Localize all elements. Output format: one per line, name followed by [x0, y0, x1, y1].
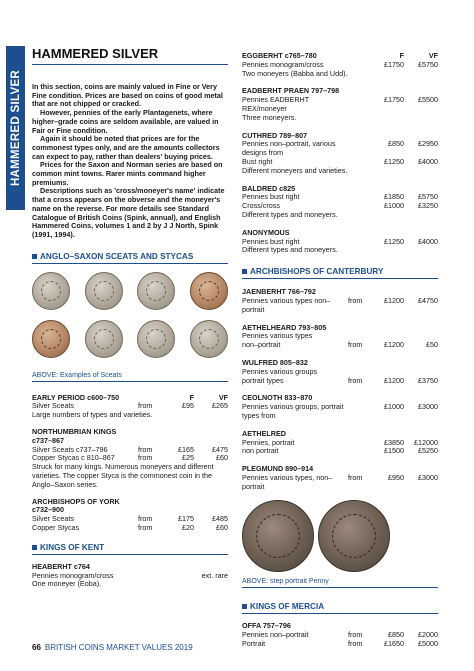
- from-label: from: [138, 401, 153, 411]
- coin-images-row-1: [32, 272, 228, 310]
- intro-text: [32, 83, 228, 240]
- coin-entry: [32, 563, 228, 589]
- coin-entry: [242, 465, 438, 491]
- entry-spacer: [348, 394, 374, 403]
- coin-description: Copper Stycas: [32, 523, 80, 533]
- price-vf: £5750: [418, 59, 438, 69]
- coin-entry: [32, 498, 228, 533]
- sceat-coin-image: [85, 272, 123, 310]
- coin-description: Pennies bust right: [242, 192, 300, 202]
- section-title: KINGS OF MERCIA: [250, 602, 325, 612]
- entry-heading: [32, 428, 228, 446]
- coin-description: Pennies various groups, portrait types from: [242, 402, 344, 420]
- entry-title: NORTHUMBRIAN KINGS c737–867: [32, 427, 117, 445]
- entry-spacer: [348, 52, 374, 61]
- entry-title: EGGBERHT c765–780: [242, 51, 317, 60]
- entry-note: Different types and moneyers.: [242, 245, 338, 255]
- price-vf: £3750: [418, 375, 438, 385]
- coin-description: Pennies various groups: [242, 366, 318, 376]
- entry-title: EADBERHT PRAEN 797–798: [242, 86, 340, 96]
- price-row: [242, 297, 438, 315]
- penny-reverse-image: [318, 500, 390, 572]
- grade-header-vf: [404, 359, 438, 368]
- coin-description: Pennies various types non–portrait: [242, 295, 331, 314]
- price-row: [242, 474, 438, 492]
- styca-coin-image: [32, 320, 70, 358]
- price-vf: £5000: [418, 639, 438, 649]
- entry-heading: [32, 498, 228, 516]
- entry-note: Different moneyers and varieties.: [242, 165, 348, 175]
- coin-description: Silver Sceats c737–796: [32, 444, 108, 454]
- sceat-coin-image: [85, 320, 123, 358]
- price-list-kent: [32, 563, 228, 589]
- entry-spacer: [348, 87, 374, 96]
- coin-entry: [242, 52, 438, 78]
- price-vf: £4000: [418, 236, 438, 246]
- entry-title: ANONYMOUS: [242, 227, 290, 237]
- coin-description: portrait types: [242, 375, 284, 385]
- from-label: from: [348, 340, 363, 350]
- price-list-early: [32, 394, 228, 533]
- price-fine: £165: [178, 444, 194, 454]
- square-bullet-icon: [242, 269, 247, 274]
- price-fine: £1200: [384, 375, 404, 385]
- price-fine: £850: [388, 139, 404, 149]
- coin-description: Bust right: [242, 156, 273, 166]
- coin-description: Pennies various types: [242, 331, 313, 341]
- grade-header-vf: [404, 324, 438, 333]
- price-row: [242, 447, 438, 456]
- price-fine: £1200: [384, 340, 404, 350]
- page-footer: [32, 643, 193, 652]
- grade-header-fine: F: [189, 392, 194, 402]
- price-vf: £4750: [418, 295, 438, 305]
- intro-paragraph: Descriptions such as 'cross/moneyer's name' indicate that a cross appears on the obverse and the moneyer's name on the reverse. For more details see Standard Catalogue of British Coins (Spink, annual), and English Hammered Coins, volumes 1 and 2 by J J North, Spink (1991, 1994).: [32, 186, 225, 239]
- price-fine: £850: [388, 630, 404, 640]
- section-title: ANGLO–SAXON SCEATS AND STYCAS: [40, 251, 194, 261]
- from-label: from: [348, 639, 363, 649]
- price-row: [242, 341, 438, 350]
- styca-coin-image: [190, 272, 228, 310]
- coin-description: Pennies, portrait: [242, 437, 295, 447]
- entry-title: CEOLNOTH 833–870: [242, 393, 313, 403]
- price-vf: £5750: [418, 192, 438, 202]
- grade-header-fine: F: [399, 51, 404, 60]
- price-fine: £3850: [384, 437, 404, 447]
- price-fine: £20: [182, 523, 194, 533]
- coin-description: Silver Sceats: [32, 401, 74, 411]
- price-vf: £60: [216, 523, 228, 533]
- coin-entry: [242, 394, 438, 420]
- price-fine: £1250: [384, 156, 404, 166]
- from-label: [348, 96, 374, 114]
- coin-description: non portrait: [242, 446, 279, 456]
- square-bullet-icon: [242, 604, 247, 609]
- grade-header-vf: [194, 498, 228, 516]
- entry-spacer: [348, 324, 374, 333]
- price-vf: ext. rare: [201, 570, 228, 580]
- entry-title: PLEGMUND 890–914: [242, 464, 314, 474]
- price-fine: £1250: [384, 236, 404, 246]
- section-title: KINGS OF KENT: [40, 542, 105, 552]
- side-tab: [6, 46, 25, 210]
- price-vf: £60: [216, 453, 228, 463]
- from-label: from: [138, 444, 153, 454]
- price-vf: £4000: [418, 156, 438, 166]
- grade-header-fine: [374, 324, 404, 333]
- coin-description: Pennies various types, non–portrait: [242, 472, 333, 491]
- price-row: [242, 377, 438, 386]
- coin-description: Pennies monogram/cross: [32, 570, 114, 580]
- sceat-coin-image: [190, 320, 228, 358]
- coin-description: non–portrait: [242, 340, 281, 350]
- section-heading-canterbury: [242, 267, 438, 279]
- from-label: from: [138, 514, 153, 524]
- entry-spacer: [348, 430, 374, 439]
- coin-entry: [242, 288, 438, 314]
- price-row: [242, 96, 438, 114]
- price-fine: £1000: [384, 201, 404, 211]
- entry-note: Three moneyers.: [242, 112, 297, 122]
- price-fine: £950: [388, 472, 404, 482]
- entry-note: Two moneyers (Babba and Udd).: [242, 68, 348, 78]
- grade-header-vf: VF: [218, 392, 228, 402]
- intro-paragraph: Prices for the Saxon and Norman series are based on common mint towns. Rarer mints command higher premiums.: [32, 160, 223, 187]
- coin-description: Pennies EADBERHT REX/moneyer: [242, 95, 309, 113]
- price-vf: £2000: [418, 630, 438, 640]
- section-heading-sceats: [32, 252, 228, 264]
- from-label: [348, 238, 374, 247]
- price-row: [242, 640, 438, 649]
- entry-title: BALDRED c825: [242, 183, 296, 193]
- coin-entry: [242, 87, 438, 122]
- coin-entry: [242, 132, 438, 176]
- entry-title: ARCHBISHOPS OF YORK c732–900: [32, 496, 120, 515]
- from-label: [348, 439, 374, 448]
- intro-paragraph: Again it should be noted that prices are for the commonest types only, and are the amounts collectors can expect to pay, rather than dealers' buying prices.: [32, 134, 220, 161]
- entry-note: One moneyer (Eoba).: [32, 579, 102, 589]
- price-row: [242, 140, 438, 158]
- entry-title: EARLY PERIOD c600–750: [32, 392, 120, 402]
- entry-note: Different types and moneyers.: [242, 209, 338, 219]
- from-label: from: [138, 453, 153, 463]
- coin-description: Pennies non–portrait, various designs from: [242, 139, 336, 158]
- price-fine: £25: [182, 453, 194, 463]
- price-fine: £1850: [384, 192, 404, 202]
- grade-header-fine: [164, 498, 194, 516]
- price-vf: £2950: [418, 139, 438, 149]
- price-fine: £1500: [384, 446, 404, 456]
- from-label: [348, 202, 374, 211]
- caption-sceats: ABOVE: Examples of Sceats: [32, 372, 228, 382]
- coin-entry: [242, 359, 438, 385]
- price-fine: £1750: [384, 59, 404, 69]
- grade-header-fine: [374, 359, 404, 368]
- entry-spacer: [138, 498, 164, 516]
- price-vf: £3000: [418, 402, 438, 412]
- from-label: from: [138, 523, 153, 533]
- entry-title: AETHELRED: [242, 428, 286, 438]
- sceat-coin-image: [32, 272, 70, 310]
- price-fine: £175: [178, 514, 194, 524]
- from-label: [348, 193, 374, 202]
- from-label: from: [348, 295, 363, 305]
- page-title: HAMMERED SILVER: [32, 46, 228, 65]
- intro-paragraph: In this section, coins are mainly valued in Fine or Very Fine condition. Prices are based on coins of good metal that are not chipped or cracked.: [32, 82, 223, 109]
- entry-spacer: [348, 359, 374, 368]
- grade-header-fine: [164, 563, 194, 572]
- entry-title: CUTHRED 789–807: [242, 130, 308, 140]
- price-vf: £3250: [418, 201, 438, 211]
- coin-entry: [242, 622, 438, 648]
- from-label: [348, 403, 374, 421]
- coin-description: Pennies bust right: [242, 236, 300, 246]
- coin-entry: [32, 428, 228, 490]
- coin-entry: [242, 430, 438, 456]
- price-vf: £265: [212, 401, 228, 411]
- sceat-coin-image: [137, 320, 175, 358]
- grade-header-vf: [194, 428, 228, 446]
- caption-penny: ABOVE: step portrait Penny: [242, 578, 438, 588]
- from-label: from: [348, 472, 363, 482]
- coin-description: Pennies non–portrait: [242, 630, 309, 640]
- price-row: [242, 403, 438, 421]
- price-row: [242, 631, 438, 640]
- square-bullet-icon: [32, 545, 37, 550]
- side-tab-label: HAMMERED SILVER: [9, 69, 22, 187]
- entry-title: AETHELHEARD 793–805: [242, 322, 327, 332]
- coin-description: Portrait: [242, 639, 266, 649]
- coin-entry: [242, 229, 438, 255]
- entry-spacer: [348, 132, 374, 141]
- price-vf: £485: [212, 514, 228, 524]
- price-vf: £475: [212, 444, 228, 454]
- entry-note: Struck for many kings. Numerous moneyers and different varieties. The copper Styca is the commonest coin in the Anglo–Saxon series.: [32, 462, 214, 489]
- entry-title: JAENBERHT 766–792: [242, 287, 316, 297]
- from-label: [348, 61, 374, 70]
- coin-images-row-2: [32, 320, 228, 358]
- price-fine: £95: [182, 401, 194, 411]
- section-title: ARCHBISHOPS OF CANTERBURY: [250, 267, 384, 277]
- price-vf: £12000: [414, 437, 438, 447]
- entry-title: OFFA 757–796: [242, 621, 291, 631]
- entry-spacer: [348, 185, 374, 194]
- section-heading-mercia: [242, 602, 438, 614]
- coin-description: Cross/cross: [242, 201, 280, 211]
- page-number: 66: [32, 643, 41, 652]
- entry-spacer: [138, 563, 164, 572]
- right-column: [242, 52, 438, 658]
- price-fine: £1000: [384, 402, 404, 412]
- entry-note: Large numbers of types and varieties.: [32, 410, 153, 420]
- coin-description: Silver Sceats: [32, 514, 74, 524]
- price-vf: £5500: [418, 95, 438, 105]
- price-list-kent-cont: [242, 52, 438, 255]
- price-vf: £5250: [418, 446, 438, 456]
- entry-title: HEABERHT c764: [32, 561, 90, 571]
- price-row: [32, 524, 228, 533]
- coin-description: Copper Stycas c 810–867: [32, 453, 115, 463]
- coin-description: Pennies monogram/cross: [242, 59, 324, 69]
- coin-entry: [242, 185, 438, 220]
- price-fine: £1650: [384, 639, 404, 649]
- section-heading-kent: [32, 543, 228, 555]
- from-label: [348, 158, 374, 167]
- from-label: from: [348, 630, 363, 640]
- grade-header-fine: [164, 428, 194, 446]
- penny-images: [242, 500, 438, 572]
- price-fine: [164, 572, 194, 581]
- coin-entry: [242, 324, 438, 350]
- square-bullet-icon: [32, 254, 37, 259]
- from-label: from: [348, 375, 363, 385]
- price-fine: £1200: [384, 295, 404, 305]
- price-vf: £50: [426, 340, 438, 350]
- grade-header-vf: VF: [428, 51, 438, 60]
- entry-spacer: [138, 428, 164, 446]
- sceat-coin-image: [137, 272, 175, 310]
- footer-title: BRITISH COINS MARKET VALUES 2019: [44, 643, 193, 652]
- price-list-mercia: [242, 622, 438, 648]
- price-fine: £1750: [384, 95, 404, 105]
- left-column: [32, 46, 228, 597]
- price-list-canterbury: [242, 288, 438, 491]
- penny-obverse-image: [242, 500, 314, 572]
- coin-entry: [32, 394, 228, 420]
- entry-title: WULFRED 805–832: [242, 357, 308, 367]
- from-label: [348, 447, 374, 456]
- entry-spacer: [348, 229, 374, 238]
- from-label: [138, 572, 164, 581]
- price-vf: £3000: [418, 472, 438, 482]
- from-label: [348, 140, 374, 158]
- intro-paragraph: However, pennies of the early Plantagenets, where higher–grade coins are seldom available, are valued in Fair or Fine condition.: [32, 108, 219, 135]
